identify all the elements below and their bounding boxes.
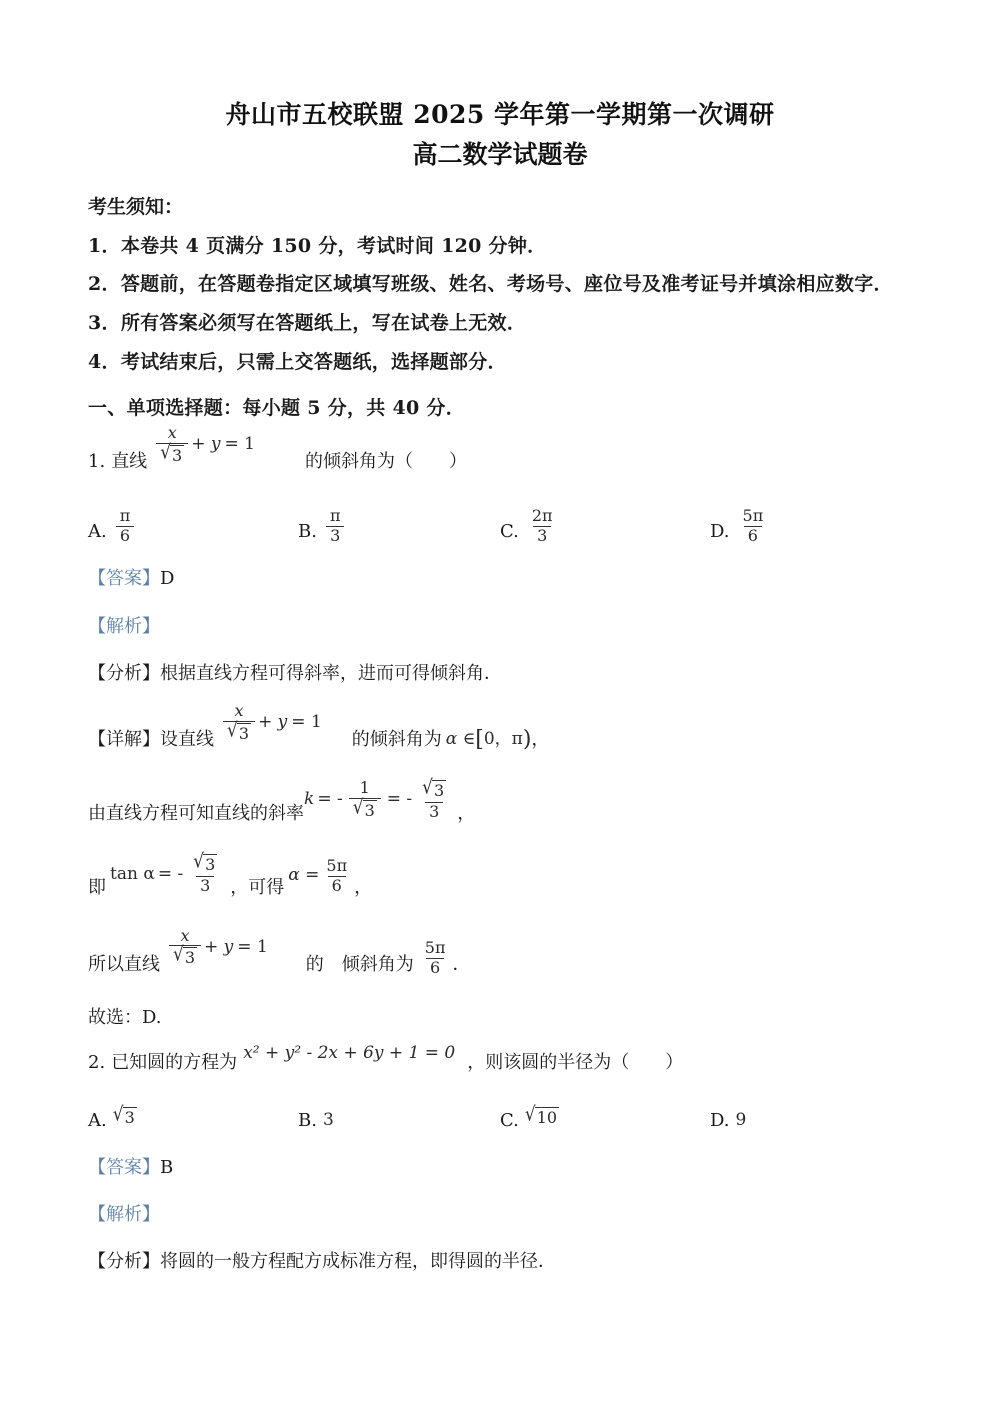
question-1-stem-post: 的倾斜角为 [304, 451, 395, 473]
detail-1-eq: = 1 [291, 712, 322, 733]
detail-1-equation [220, 700, 322, 743]
detail-1-pre: 设直线 [160, 728, 214, 750]
question-2-fenxi-line [88, 1249, 912, 1274]
detail-1-tail: ， [531, 728, 550, 750]
detail-3-num [189, 850, 221, 875]
question-1-fenxi-text: 根据直线方程可得斜率，进而可得倾斜角． [160, 662, 502, 684]
question-1-guxuan-line [88, 1005, 912, 1030]
detail-3-pre: 即 [88, 877, 106, 899]
detail-4-frac-num: x [180, 925, 190, 945]
analysis-marker: 【解析】 [88, 615, 160, 637]
notice-item-4: 4．考试结束后，只需上交答题纸，选择题部分． [88, 350, 507, 373]
choice-b-value: 3 [322, 1110, 334, 1131]
detail-3-mid: ，可得 [230, 877, 285, 899]
fenxi-marker: 【分析】 [88, 662, 160, 684]
detail-1-frac-den [223, 718, 255, 743]
choice-d-numerator: 5π [742, 505, 764, 525]
question-2-equation: x² + y² - 2x + 6y + 1 = 0 [243, 1043, 456, 1064]
fraction-sqrt3-over-3-b [189, 850, 221, 895]
choice-d-denominator: 6 [744, 526, 762, 545]
detail-3-tail: ， [354, 877, 373, 899]
detail-4-mid: 的 倾斜角为 [305, 953, 414, 975]
sqrt-icon: √ 3 [352, 796, 375, 820]
question-1-stem-pre: 直线 [111, 451, 148, 473]
detail-2-k-equation [304, 776, 453, 821]
guxuan-value: D. [142, 1006, 162, 1028]
choice-c-value [524, 1102, 559, 1127]
question-1-answer-value: D [160, 568, 175, 590]
detail-4-eq: = 1 [237, 936, 268, 957]
choice-label-d: D. [710, 1109, 730, 1131]
detail-1-frac-num: x [234, 700, 244, 720]
detail-3-tan: tan α [110, 863, 155, 884]
detail-1-alpha-interval [446, 728, 532, 752]
choice-b-value [323, 505, 348, 545]
question-1-stem [88, 423, 912, 474]
choice-c-numerator: 2π [531, 505, 553, 525]
question-1-analysis-marker-line [88, 614, 912, 639]
detail-1-mid: 的倾斜角为 [351, 728, 442, 750]
candidate-notice [88, 195, 912, 375]
notice-item-2: 2．答题前，在答题卷指定区域填写班级、姓名、考场号、座位号及准考证号并填涂相应数字． [88, 273, 893, 296]
question-2-choice-b[interactable] [298, 1108, 334, 1133]
fraction-5pi-over-6 [322, 855, 351, 895]
choice-label-c: C. [500, 1109, 519, 1131]
fraction-denominator [156, 443, 188, 465]
detail-2-f2-num [418, 776, 450, 801]
sqrt-icon: √ 3 [173, 943, 196, 968]
question-2-choice-a[interactable] [88, 1102, 137, 1133]
detail-2-tail: ， [457, 803, 476, 825]
detail-4-den: 6 [426, 958, 444, 977]
choice-b-numerator: π [329, 505, 341, 525]
detail-2-eq1: = - [317, 789, 343, 810]
question-2-number: 2. [88, 1051, 106, 1073]
detail-2-k: k [304, 789, 315, 810]
interval-group [475, 728, 531, 752]
choice-a-value [112, 1102, 137, 1127]
xiangjie-marker: 【详解】 [88, 728, 160, 750]
title-block [88, 96, 912, 173]
notice-item-3: 3．所有答案必须写在答题纸上，写在试卷上无效． [88, 311, 527, 334]
detail-4-frac-den [169, 945, 201, 967]
sqrt-icon: √ 3 [422, 776, 445, 801]
question-2-analysis-marker-line [88, 1202, 912, 1227]
sqrt-icon: √ 3 [227, 718, 250, 743]
analysis-marker: 【解析】 [88, 1204, 160, 1226]
question-2-stem [88, 1043, 912, 1075]
choice-label-a: A. [88, 1109, 107, 1131]
question-1-detail-line-1 [88, 700, 912, 753]
detail-1-alpha: α ∈ [445, 729, 476, 750]
choice-a-numerator: π [119, 505, 131, 525]
question-2-answer-value: B [160, 1157, 174, 1179]
choice-label-b: B. [298, 521, 317, 543]
sqrt-icon: √ 3 [193, 850, 216, 875]
choice-c-radicand: 10 [536, 1107, 558, 1127]
choice-b-denominator: 3 [326, 526, 344, 545]
detail-4-pre: 所以直线 [88, 953, 160, 975]
choice-label-c: C. [500, 521, 519, 543]
detail-4-plus-y: + y [204, 936, 234, 957]
detail-3-eq: = - [157, 863, 184, 884]
bracket-left-icon: [ [475, 727, 484, 753]
notice-heading: 考生须知： [88, 196, 184, 218]
choice-a-denominator: 6 [116, 526, 134, 545]
question-1-choice-a[interactable] [88, 505, 137, 545]
equation-plus-y: + y [191, 434, 221, 455]
choice-d-value [736, 505, 771, 545]
page-content [88, 96, 912, 1275]
detail-3-res-den: 6 [328, 876, 346, 895]
detail-2-pre: 由直线方程可知直线的斜率 [88, 803, 304, 825]
fraction-x-over-sqrt3 [156, 425, 188, 465]
fraction-numerator: x [167, 423, 177, 443]
detail-3-den: 3 [196, 876, 214, 895]
detail-2-f2-den: 3 [425, 802, 443, 821]
notice-item-1: 1．本卷共 4 页满分 150 分，考试时间 120 分钟． [88, 234, 547, 257]
question-2-stem-post: ，则该圆的半径为 [467, 1051, 612, 1073]
question-1-fenxi-line [88, 661, 912, 686]
question-2-answer-line [88, 1155, 912, 1180]
choice-label-d: D. [710, 521, 730, 543]
section-heading-choice: 一、单项选择题：每小题 5 分，共 40 分． [88, 397, 466, 420]
guxuan-label: 故选： [88, 1006, 142, 1028]
fenxi-marker: 【分析】 [88, 1251, 160, 1273]
question-1-detail-line-2 [88, 776, 912, 826]
question-2-stem-pre: 已知圆的方程为 [111, 1051, 238, 1073]
choice-label-b: B. [298, 1109, 317, 1131]
sqrt-icon: √ 3 [112, 1102, 135, 1127]
choice-a-value [113, 505, 138, 545]
question-1-blank-parens: （ ） [394, 451, 467, 473]
choice-a-radicand: 3 [124, 1107, 135, 1127]
sqrt-icon: √ 3 [160, 441, 183, 465]
choice-d-value: 9 [735, 1110, 747, 1131]
detail-3-alpha-result [288, 855, 354, 895]
detail-3-res-num: 5π [326, 855, 348, 875]
detail-3-alpha: α = [288, 865, 320, 886]
detail-3-tan-equation [110, 850, 224, 895]
question-2 [88, 1043, 912, 1275]
paren-right-icon: ) [522, 727, 532, 753]
detail-4-result [418, 940, 453, 977]
page-subtitle: 高二数学试题卷 [412, 139, 588, 169]
page-title: 舟山市五校联盟 2025 学年第一学期第一次调研 [225, 100, 775, 129]
choice-c-denominator: 3 [533, 526, 551, 545]
question-1-choice-d[interactable] [710, 505, 770, 545]
question-2-choice-c[interactable] [500, 1102, 559, 1133]
answer-marker: 【答案】 [88, 568, 160, 590]
detail-2-f1-den [349, 798, 381, 820]
detail-4-num: 5π [424, 938, 446, 958]
question-1 [88, 423, 912, 1030]
choice-label-a: A. [88, 521, 107, 543]
detail-4-equation [166, 925, 268, 968]
answer-marker: 【答案】 [88, 1157, 160, 1179]
question-2-blank-parens: （ ） [611, 1051, 684, 1073]
question-2-fenxi-text: 将圆的一般方程配方成标准方程，即得圆的半径． [160, 1251, 556, 1273]
choice-c-value [525, 505, 560, 545]
question-2-choices [88, 1089, 912, 1133]
question-1-choice-c[interactable] [500, 505, 560, 545]
detail-2-eq2: = - [386, 789, 413, 810]
question-1-choice-b[interactable] [298, 505, 347, 545]
equation-equals-one: = 1 [224, 434, 255, 455]
question-1-number: 1. [88, 451, 106, 473]
question-1-detail-line-4 [88, 925, 912, 977]
fraction-1-over-sqrt3 [349, 780, 381, 820]
fraction-sqrt3-over-3 [418, 776, 450, 821]
detail-1-plus-y: + y [258, 712, 288, 733]
question-1-choices [88, 492, 912, 544]
detail-4-tail: ． [452, 953, 471, 975]
question-1-equation [153, 425, 255, 465]
question-2-choice-d[interactable] [710, 1108, 746, 1133]
question-1-detail-line-3 [88, 850, 912, 900]
interval-inner: 0，π [483, 729, 523, 750]
detail-2-f1-num: 1 [359, 778, 370, 798]
sqrt-icon: √ 10 [524, 1102, 558, 1127]
question-1-answer-line [88, 566, 912, 591]
